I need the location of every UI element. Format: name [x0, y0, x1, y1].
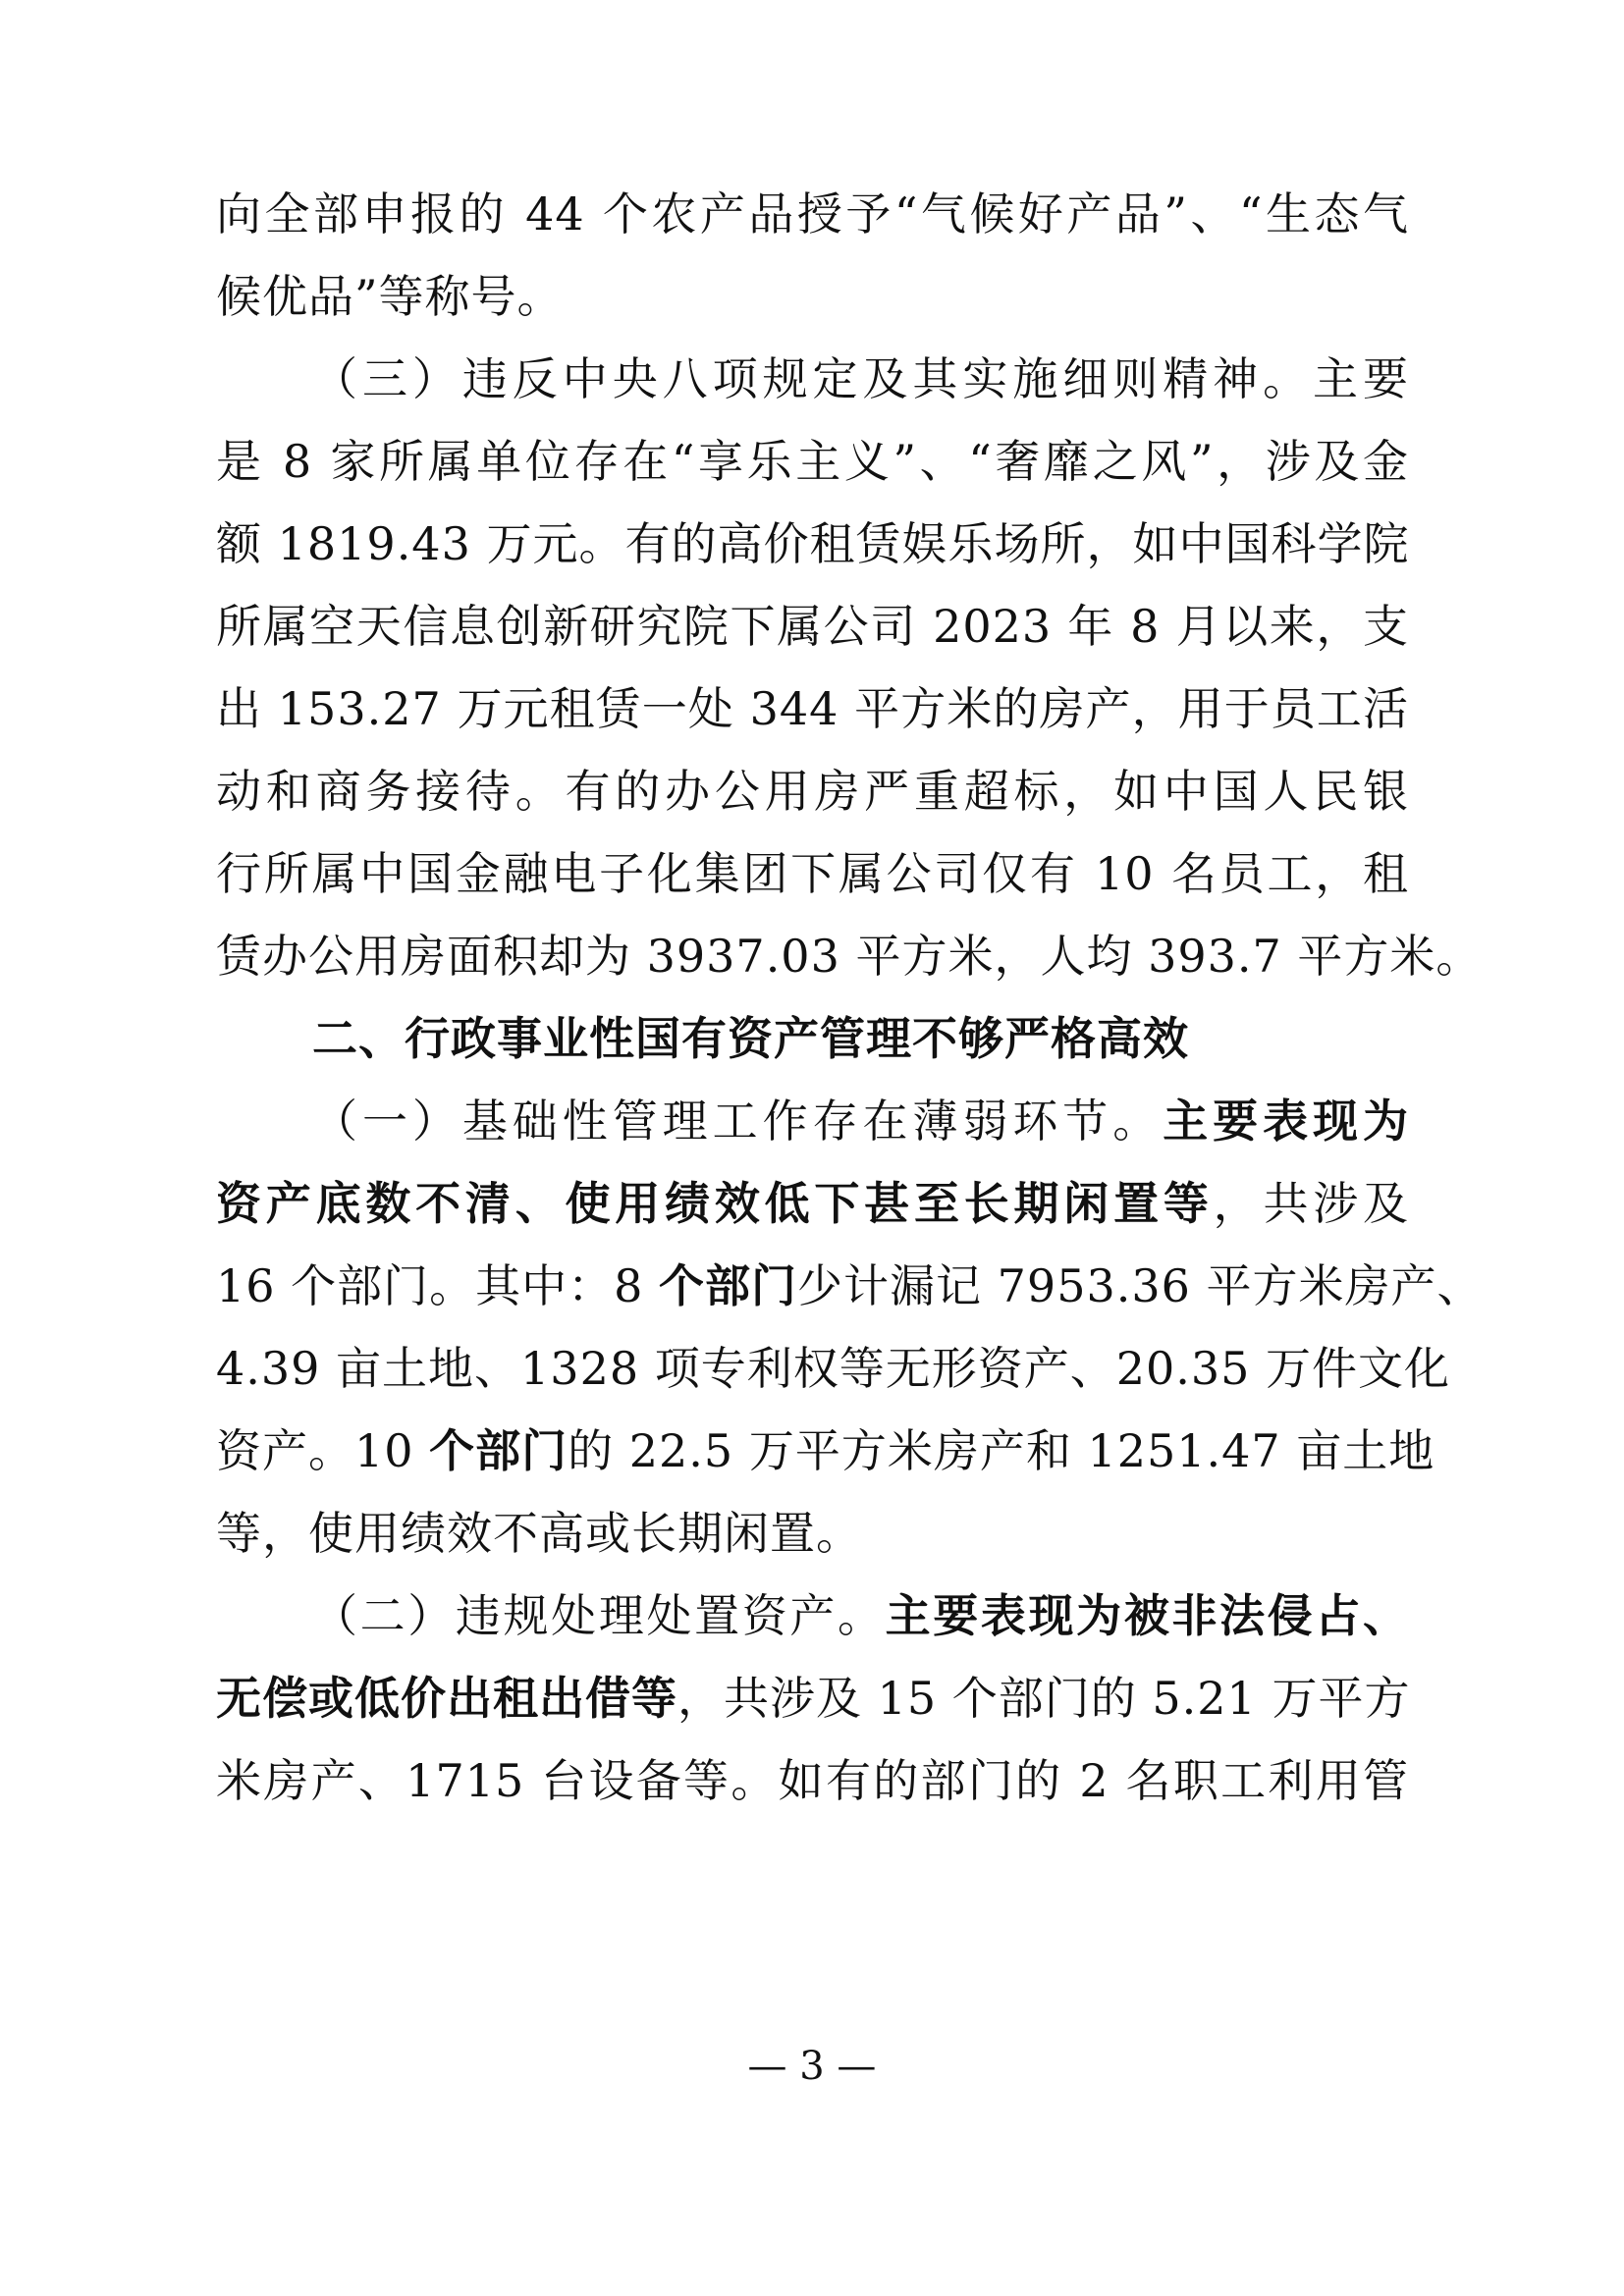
bold-text: 无偿或低价出租出借等: [216, 1672, 677, 1725]
body-text: ，共涉及: [1213, 1177, 1410, 1230]
paragraph-line: [312, 1569, 1409, 1663]
paragraph-line: 4.39 亩土地、1328 项专利权等无形资产、20.35 万件文化: [216, 1342, 1451, 1395]
bold-text: 个部门: [429, 1424, 568, 1477]
paragraph-line: 所属空天信息创新研究院下属公司 2023 年 8 月以来，支: [216, 600, 1409, 653]
section-heading: 二、行政事业性国有资产管理不够严格高效: [312, 1012, 1189, 1065]
paragraph-line: [216, 1651, 1409, 1745]
paragraph-line: 向全部申报的 44 个农产品授予“气候好产品”、“生态气: [216, 187, 1409, 240]
paragraph-line: 赁办公用房面积却为 3937.03 平方米，人均 393.7 平方米。: [216, 930, 1483, 983]
body-text: ，共涉及 15 个部门的 5.21 万平方: [677, 1672, 1411, 1725]
paragraph-line: [216, 1404, 1435, 1498]
paragraph-line: [312, 1074, 1409, 1168]
paragraph-line: 行所属中国金融电子化集团下属公司仅有 10 名员工，租: [216, 847, 1409, 900]
bold-text: 主要表现为被非法侵占、: [885, 1589, 1410, 1642]
bold-text: 主要表现为: [1163, 1095, 1410, 1148]
bold-text: 资产底数不清、使用绩效低下甚至长期闲置等: [216, 1177, 1214, 1230]
paragraph-line: 动和商务接待。有的办公用房严重超标，如中国人民银: [216, 765, 1409, 818]
paragraph-line: 米房产、1715 台设备等。如有的部门的 2 名职工利用管: [216, 1754, 1409, 1807]
body-text: 16 个部门。其中：8: [216, 1259, 660, 1312]
paragraph-line: 额 1819.43 万元。有的高价租赁娱乐场所，如中国科学院: [216, 517, 1410, 570]
paragraph-line: [216, 1239, 1484, 1333]
body-text: 的 22.5 万平方米房产和 1251.47 亩土地: [568, 1424, 1435, 1477]
body-text: 少计漏记 7953.36 平方米房产、: [797, 1259, 1484, 1312]
subheading-text: （二）违规处理处置资产。: [312, 1589, 886, 1642]
paragraph-line: （三）违反中央八项规定及其实施细则精神。主要: [312, 352, 1409, 405]
subheading-text: （一）基础性管理工作存在薄弱环节。: [312, 1095, 1164, 1148]
bold-text: 个部门: [659, 1259, 798, 1312]
page-number: — 3 —: [747, 2044, 877, 2089]
paragraph-line: 等，使用绩效不高或长期闲置。: [216, 1507, 862, 1560]
body-text: 资产。10: [216, 1424, 430, 1477]
paragraph-line: 候优品”等称号。: [216, 270, 564, 323]
paragraph-line: 是 8 家所属单位存在“享乐主义”、“奢靡之风”，涉及金: [216, 435, 1409, 488]
paragraph-line: [216, 1156, 1409, 1251]
paragraph-line: 出 153.27 万元租赁一处 344 平方米的房产，用于员工活: [216, 682, 1409, 735]
